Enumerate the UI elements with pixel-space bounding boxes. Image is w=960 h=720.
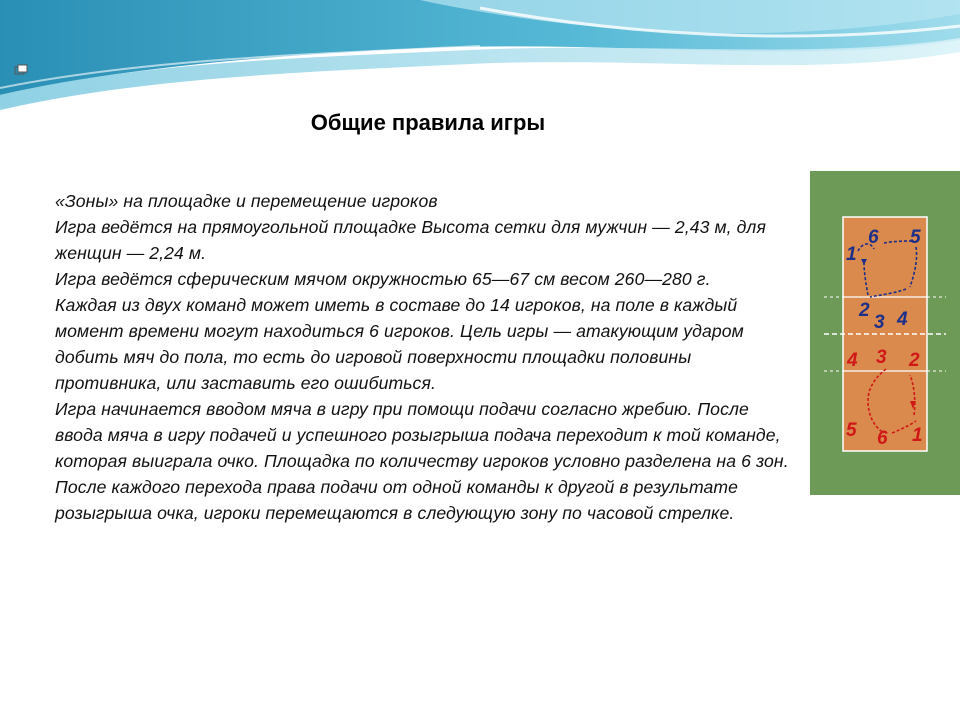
zone-number-top: 3 [874, 312, 885, 333]
zone-number-top: 4 [897, 309, 908, 330]
zone-number-bottom: 5 [846, 420, 857, 441]
slide-title: Общие правила игры [310, 110, 546, 135]
zone-number-bottom: 6 [877, 428, 888, 449]
zone-number-top: 5 [910, 227, 921, 248]
zone-number-top: 6 [868, 227, 879, 248]
zone-number-top: 2 [859, 300, 870, 321]
paragraph: Игра ведётся на прямоугольной площадке Высота сетки для мужчин — 2,43 м, для женщин — 2,24 м. [55, 217, 766, 263]
paragraph: Игра начинается вводом мяча в игру при помощи подачи согласно жребию. После ввода мяча в игру подачей и успешного розыгрыша подача переходит к той команде, которая выиграла очко. Площадка по количеству игроков условно разделена на 6 зон. После каждого перехода права подачи от одной команды к другой в результате розыгрыша очка, игроки перемещаются в следующую зону по часовой стрелке. [55, 399, 789, 523]
slide-body-text [55, 188, 800, 526]
wave-header-decoration [0, 0, 960, 110]
paragraph: Каждая из двух команд может иметь в составе до 14 игроков, на поле в каждый момент времени могут находиться 6 игроков. Цель игры — атакующим ударом добить мяч до пола, то есть до игровой поверхности площадки половины противника, или заставить его ошибиться. [55, 295, 744, 393]
slide-icon [14, 64, 28, 76]
paragraph: Игра ведётся сферическим мячом окружностью 65—67 см весом 260—280 г. [55, 269, 711, 289]
zone-number-bottom: 4 [847, 350, 858, 371]
zone-number-top: 1 [846, 244, 857, 265]
zone-number-bottom: 3 [876, 347, 887, 368]
zone-number-bottom: 1 [912, 425, 923, 446]
paragraph: «Зоны» на площадке и перемещение игроков [55, 191, 438, 211]
zone-number-bottom: 2 [909, 350, 920, 371]
volleyball-court-diagram [810, 171, 960, 495]
